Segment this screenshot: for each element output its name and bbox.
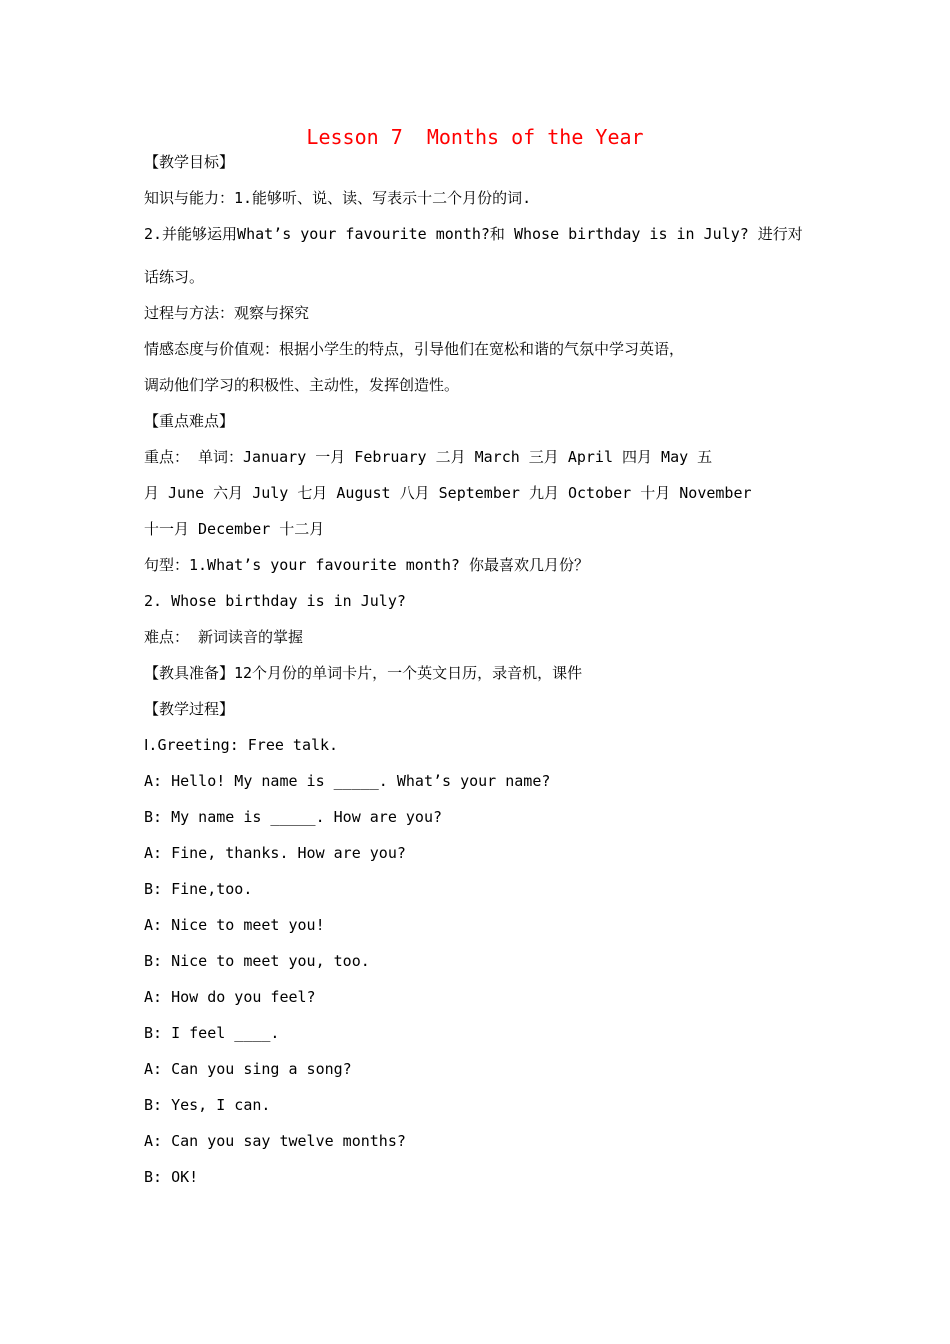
section-heading-objectives: 【教学目标】 [144, 153, 235, 171]
paragraph-line: 2. Whose birthday is in July? [144, 592, 406, 610]
paragraph-line: 调动他们学习的积极性、主动性，发挥创造性。 [144, 376, 460, 394]
section-heading-materials: 【教具准备】12个月份的单词卡片，一个英文日历，录音机，课件 [144, 664, 583, 682]
dialogue-line: A: Can you sing a song? [144, 1060, 352, 1078]
paragraph-line: 2.并能够运用What’s your favourite month?和 Whose birthday is in July? 进行对 [144, 225, 803, 243]
dialogue-line: A: Can you say twelve months? [144, 1132, 406, 1150]
lesson-title: Lesson 7 Months of the Year [306, 125, 644, 149]
section-heading-key-points: 【重点难点】 [144, 412, 235, 430]
paragraph-line: 十一月 December 十二月 [144, 520, 325, 538]
paragraph-line: 情感态度与价值观：根据小学生的特点，引导他们在宽松和谐的气氛中学习英语， [144, 340, 685, 358]
dialogue-line: A: Fine, thanks. How are you? [144, 844, 406, 862]
paragraph-line: 知识与能力：1.能够听、说、读、写表示十二个月份的词. [144, 189, 532, 207]
dialogue-line: A: Nice to meet you! [144, 916, 325, 934]
paragraph-line: 话练习。 [144, 268, 205, 286]
dialogue-line: B: OK! [144, 1168, 199, 1186]
dialogue-line: Ⅰ.Greeting: Free talk. [144, 736, 339, 754]
dialogue-line: B: Yes, I can. [144, 1096, 271, 1114]
paragraph-line: 月 June 六月 July 七月 August 八月 September 九月 October 十月 November [144, 484, 752, 502]
dialogue-line: B: My name is _____. How are you? [144, 808, 443, 826]
dialogue-line: B: Nice to meet you, too. [144, 952, 370, 970]
paragraph-line: 句型：1.What’s your favourite month? 你最喜欢几月份？ [144, 556, 589, 574]
dialogue-line: A: Hello! My name is _____. What’s your name? [144, 772, 551, 790]
dialogue-line: B: I feel ____. [144, 1024, 280, 1042]
dialogue-line: A: How do you feel? [144, 988, 316, 1006]
paragraph-line: 过程与方法：观察与探究 [144, 304, 310, 322]
paragraph-line: 重点： 单词：January 一月 February 二月 March 三月 April 四月 May 五 [144, 448, 713, 466]
lesson-body [144, 144, 824, 1195]
section-heading-process: 【教学过程】 [144, 700, 235, 718]
paragraph-line: 难点： 新词读音的掌握 [144, 628, 304, 646]
dialogue-line: B: Fine,too. [144, 880, 253, 898]
